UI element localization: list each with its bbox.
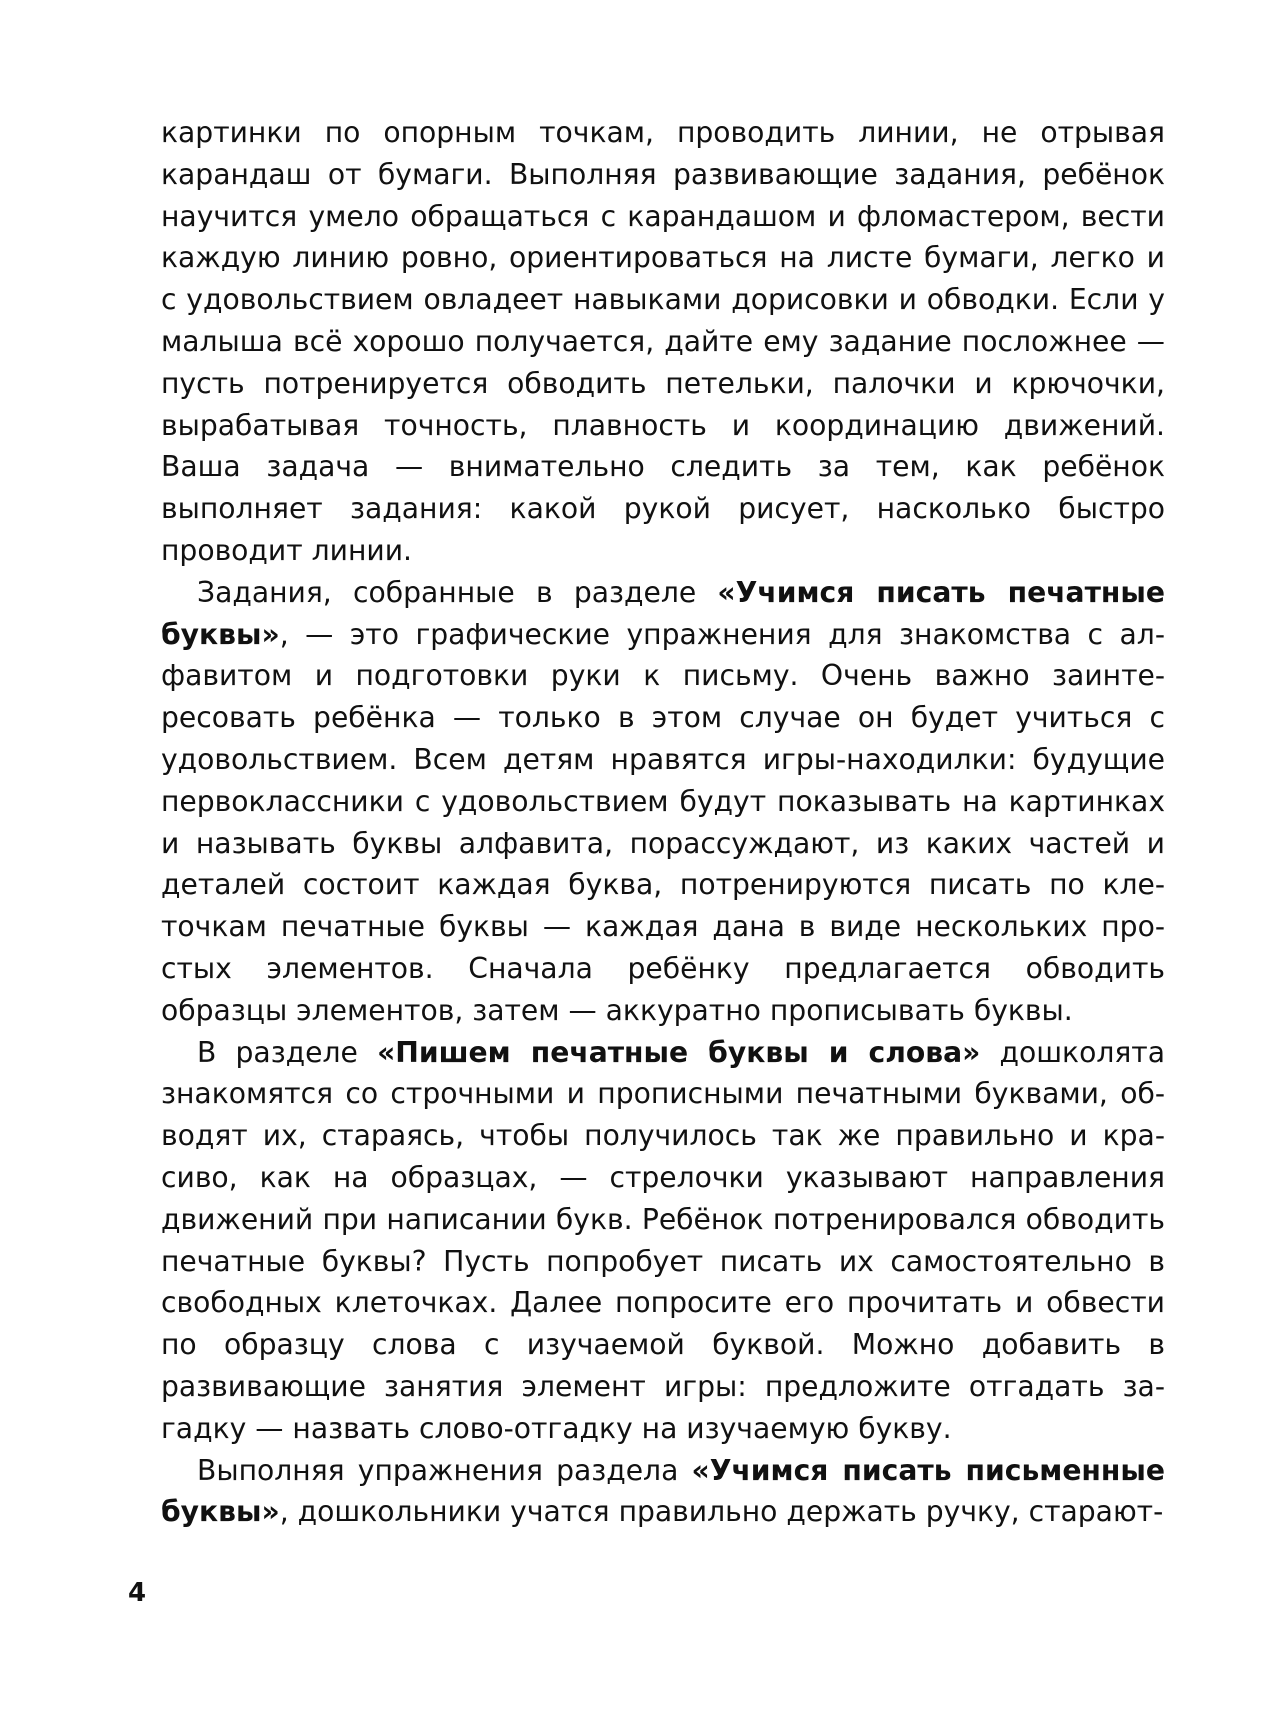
paragraph-text-before: В разделе <box>197 1035 378 1069</box>
section-title-printed-letters: «Учимся писать печатные буквы» <box>161 575 1165 651</box>
paragraph-text-after: , — это графические упражнения для знакомства с алфавитом и подготовки руки к письму. Очень важно заинтересовать ребёнка — только в этом случае он будет учиться с удовольствием. Всем детям нравятся игры-находилки: будущие первоклассники с удовольствием будут показывать на картинках и называть буквы алфавита, порассуждают, из каких частей и деталей состоит каждая буква, потренируются писать по клеточкам печатные буквы — каждая дана в виде нескольких простых элементов. Сначала ребёнку предлагается обводить образцы элементов, затем — аккуратно прописывать буквы. <box>161 617 1165 1027</box>
paragraph-text: картинки по опорным точкам, проводить линии, не отрывая карандаш от бумаги. Выполняя развивающие задания, ребёнок научится умело обращаться с карандашом и фломастером, вести каждую линию ровно, ориентироваться на листе бумаги, легко и с удовольствием овладеет навыками дорисовки и обводки. Если у малыша всё хорошо получается, дайте ему задание посложнее — пусть потренируется обводить петельки, палочки и крючочки, вырабатывая точность, плавность и координацию движений. Ваша задача — внимательно следить за тем, как ребёнок выполняет задания: какой рукой рисует, насколько быстро проводит линии. <box>161 116 1165 567</box>
paragraph-text-after: дошколята знакомятся со строчными и прописными печатными буквами, обводят их, стараясь, чтобы получилось так же правильно и красиво, как на образцах, — стрелочки указывают направления движений при написании букв. Ребёнок потренировался обводить печатные буквы? Пусть попробует писать их самостоятельно в свободных клеточках. Далее попросите его прочитать и обвести по образцу слова с изучаемой буквой. Можно добавить в развивающие занятия элемент игры: предложите отгадать загадку — назвать слово-отгадку на изучаемую букву. <box>161 1035 1165 1445</box>
paragraph-letters-and-words-section <box>161 1032 1165 1450</box>
paragraph-cursive-letters-section <box>161 1450 1165 1534</box>
section-title-cursive-letters: «Учимся писать письменные буквы» <box>161 1453 1165 1529</box>
section-title-letters-and-words: «Пишем печатные буквы и слова» <box>377 1035 981 1069</box>
paragraph-text-after: , дошкольники учатся правильно держать ручку, старают- <box>279 1495 1164 1529</box>
body-text <box>161 112 1165 1533</box>
paragraph-text-before: Задания, собранные в разделе <box>197 575 718 609</box>
paragraph-printed-letters-section <box>161 572 1165 1032</box>
paragraph-continued <box>161 112 1165 572</box>
page-number: 4 <box>128 1578 147 1608</box>
paragraph-text-before: Выполняя упражнения раздела <box>197 1453 692 1487</box>
